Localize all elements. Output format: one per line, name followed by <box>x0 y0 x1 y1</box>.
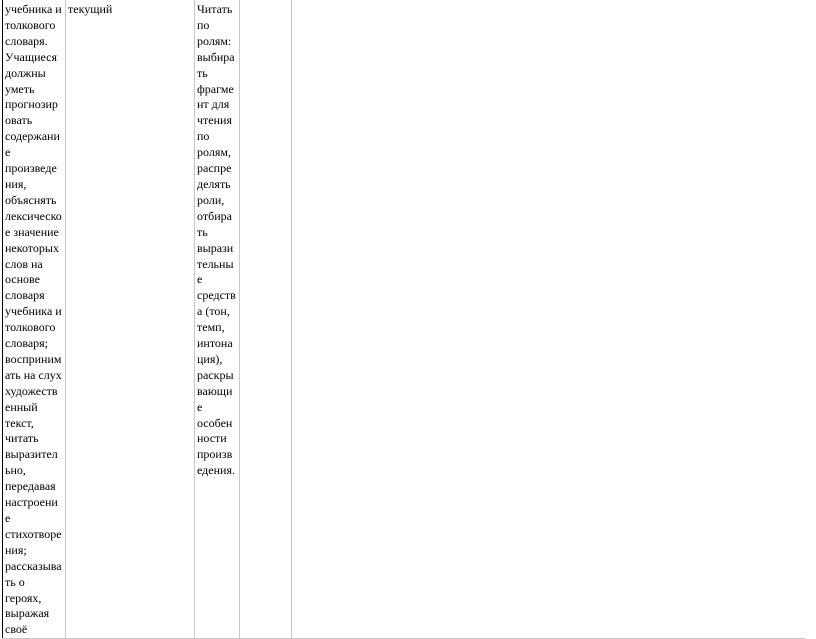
table-row <box>3 0 806 639</box>
cell-text-control-type: текущий <box>68 2 113 16</box>
table-cell-empty-2 <box>292 0 806 639</box>
cell-text-learning-outcomes: учебника и толкового словаря. Учащиеся должны уметь прогнозир овать содержани е произведе ния, объяснять лексическо е значение некоторых слов на основе словаря учебника и толкового словаря; восприним ать на слух художеств енный текст, читать выразител ьно, передавая настроени е стихотворе ния; рассказыва ть о героях, выражая своё <box>5 2 62 637</box>
table-cell-activity <box>195 0 240 639</box>
cell-text-activity: Читать по ролям: выбира ть фрагме нт для чтения по ролям, распре делять роли, отбира ть вырази тельны е средств а (тон, темп, интона ция), раскры вающи е особен ности произв едения. <box>197 2 236 478</box>
lesson-plan-table <box>2 0 805 639</box>
table-cell-control-type <box>66 0 195 639</box>
table-cell-learning-outcomes <box>3 0 66 639</box>
table-cell-empty-1 <box>240 0 292 639</box>
